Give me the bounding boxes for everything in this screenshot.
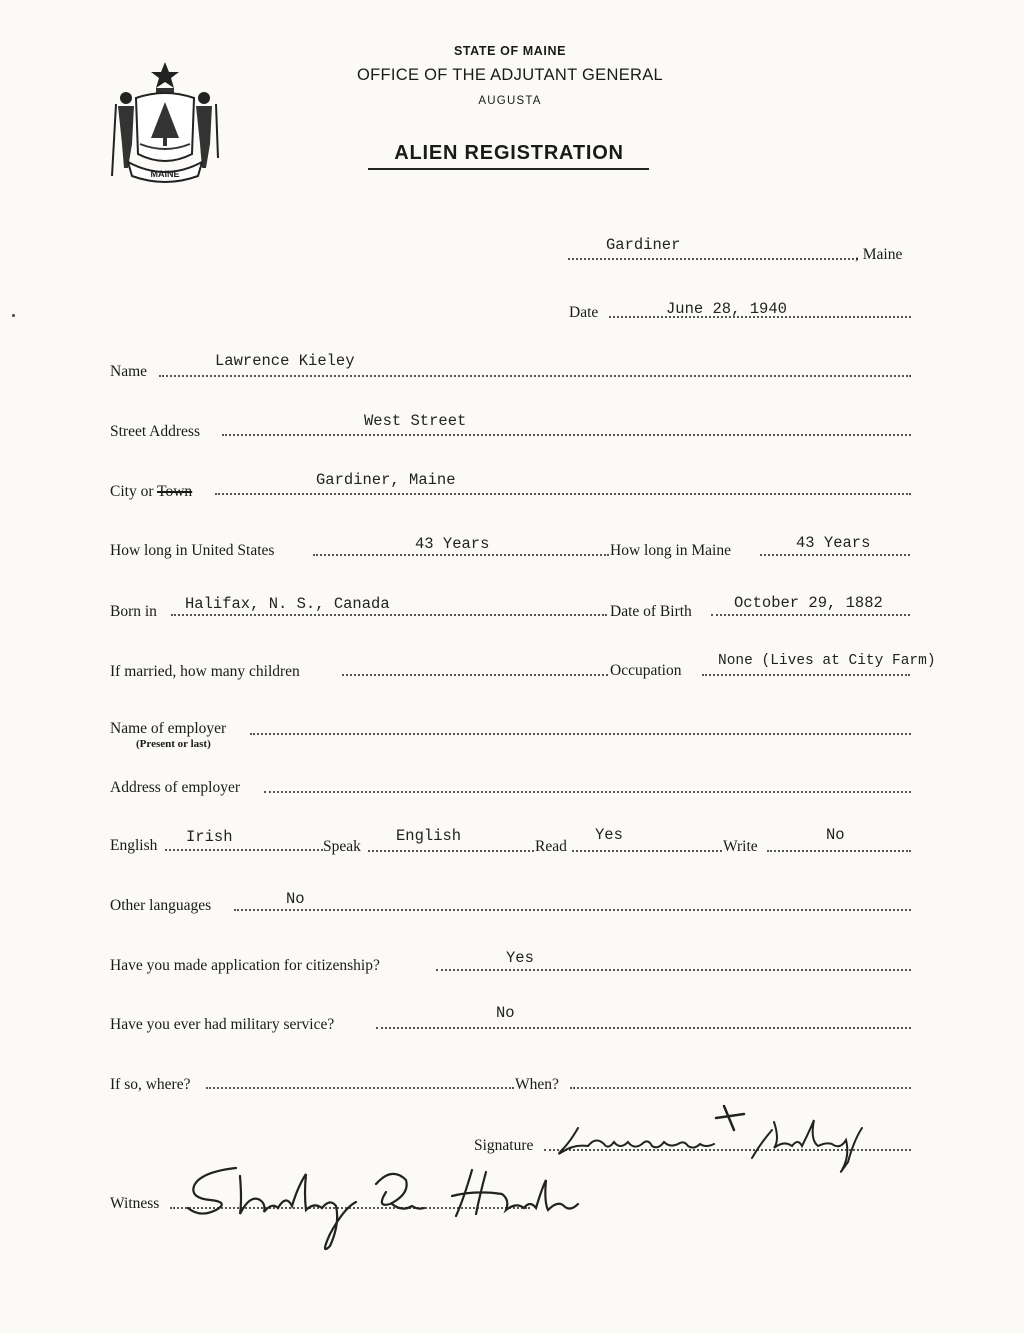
where-line xyxy=(206,1087,514,1089)
born-in-value: Halifax, N. S., Canada xyxy=(185,595,390,613)
state-heading: STATE OF MAINE xyxy=(453,44,567,58)
how-long-us-value: 43 Years xyxy=(415,535,490,553)
where-label: If so, where? xyxy=(110,1076,191,1093)
english-line xyxy=(165,849,323,851)
street-label: Street Address xyxy=(110,423,200,440)
place-line xyxy=(568,258,858,260)
name-value: Lawrence Kieley xyxy=(215,352,355,370)
page-title: ALIEN REGISTRATION xyxy=(394,142,624,164)
dob-label: Date of Birth xyxy=(610,603,692,620)
city-label xyxy=(110,483,192,501)
other-languages-line xyxy=(234,909,911,911)
speak-line xyxy=(368,850,534,852)
other-languages-label: Other languages xyxy=(110,897,212,914)
read-line xyxy=(572,850,722,852)
write-label: Write xyxy=(723,838,758,855)
signature-label: Signature xyxy=(474,1137,534,1154)
citizenship-label: Have you made application for citizenship? xyxy=(110,957,380,974)
dob-value: October 29, 1882 xyxy=(734,594,883,612)
signature-handwriting xyxy=(548,1100,878,1180)
street-value: West Street xyxy=(364,412,467,430)
how-long-maine-line xyxy=(760,554,910,556)
occupation-line xyxy=(702,674,910,676)
date-label: Date xyxy=(569,304,599,321)
place-value: Gardiner xyxy=(606,236,681,254)
born-in-label: Born in xyxy=(110,603,157,620)
street-line xyxy=(222,434,911,436)
employer-label: Name of employer xyxy=(110,720,227,737)
witness-label: Witness xyxy=(110,1195,160,1212)
other-languages-value: No xyxy=(286,890,305,908)
children-line xyxy=(342,674,608,676)
when-line xyxy=(570,1087,911,1089)
name-label: Name xyxy=(110,363,148,380)
read-label: Read xyxy=(535,838,567,855)
occupation-value: None (Lives at City Farm) xyxy=(718,653,936,669)
employer-address-line xyxy=(264,791,911,793)
english-label: English xyxy=(110,837,158,854)
english-value: Irish xyxy=(186,828,233,846)
speak-value: English xyxy=(396,827,462,845)
office-heading: OFFICE OF THE ADJUTANT GENERAL xyxy=(356,66,664,84)
city-label-prefix: City or xyxy=(110,483,158,500)
military-line xyxy=(376,1027,911,1029)
when-label: When? xyxy=(515,1076,559,1093)
write-value: No xyxy=(826,826,845,844)
city-line xyxy=(215,493,911,495)
employer-address-label: Address of employer xyxy=(110,779,240,796)
witness-handwriting xyxy=(180,1150,590,1260)
how-long-us-line xyxy=(313,554,609,556)
citizenship-line xyxy=(436,969,911,971)
employer-sublabel: (Present or last) xyxy=(136,738,211,750)
occupation-label: Occupation xyxy=(610,662,682,679)
city-value: Gardiner, Maine xyxy=(316,471,456,489)
military-value: No xyxy=(496,1004,515,1022)
write-line xyxy=(767,850,911,852)
name-line xyxy=(159,375,911,377)
children-label: If married, how many children xyxy=(110,663,300,680)
military-label: Have you ever had military service? xyxy=(110,1016,335,1033)
how-long-maine-value: 43 Years xyxy=(796,534,871,552)
how-long-us-label: How long in United States xyxy=(110,542,275,559)
speak-label: Speak xyxy=(323,838,361,855)
born-in-line xyxy=(171,614,607,616)
dob-line xyxy=(711,614,910,616)
seal-lettering: MAINE xyxy=(150,169,180,179)
read-value: Yes xyxy=(595,826,623,844)
employer-line xyxy=(250,733,911,735)
citizenship-value: Yes xyxy=(506,949,534,967)
scan-speck xyxy=(12,314,15,317)
town-struck-label: Town xyxy=(157,483,193,500)
title-underline xyxy=(368,168,649,170)
how-long-maine-label: How long in Maine xyxy=(610,542,731,559)
date-value: June 28, 1940 xyxy=(666,300,787,318)
city-heading: AUGUSTA xyxy=(478,95,542,107)
place-suffix: , Maine xyxy=(855,246,903,263)
